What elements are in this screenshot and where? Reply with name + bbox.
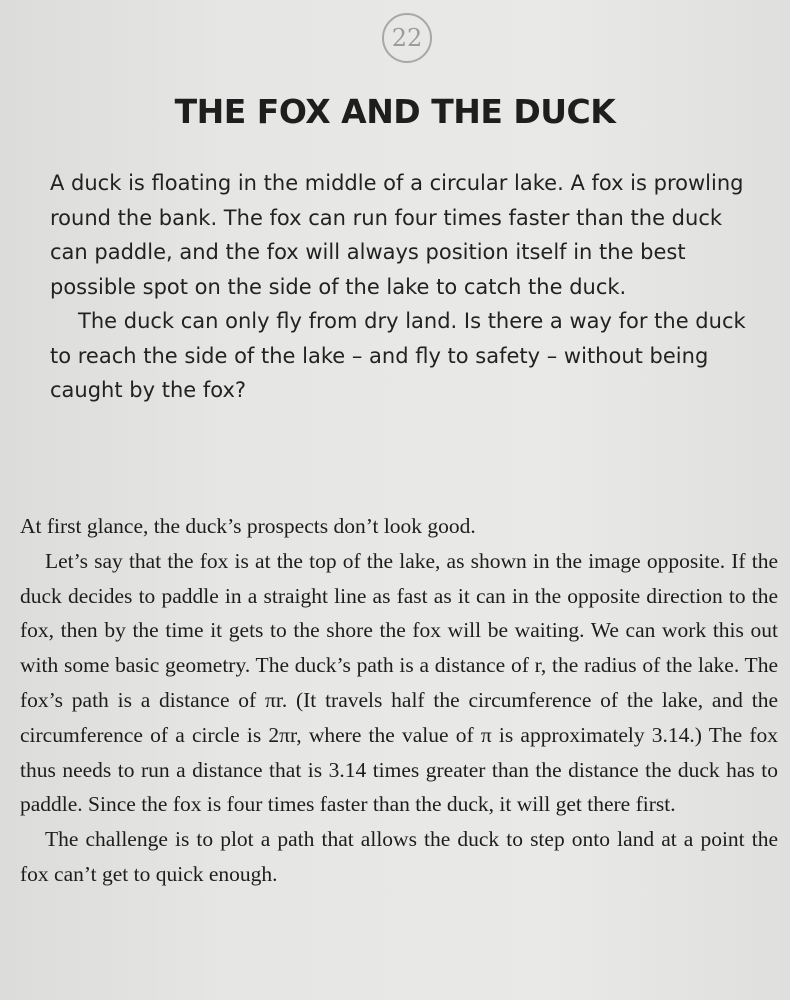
- solution-paragraph: Let’s say that the fox is at the top of the lake, as shown in the image opposite. If the duck decides to paddle in a straight line as fast as it can in the opposite direction to the fox, then by the time it gets to the shore the fox will be waiting. We can work this out with some basic geometry. The duck’s path is a distance of r, the radius of the lake. The fox’s path is a distance of πr. (It travels half the circumference of the lake, and the circumference of a circle is 2πr, where the value of π is approximately 3.14.) The fox thus needs to run a distance that is 3.14 times greater than the distance the duck has to paddle. Since the fox is four times faster than the duck, it will get there first.: [20, 548, 778, 817]
- solution-text: [20, 509, 778, 892]
- puzzle-paragraph: The duck can only fly from dry land. Is there a way for the duck to reach the side of the lake – and fly to safety – without being caught by the fox?: [50, 309, 746, 402]
- solution-paragraph: The challenge is to plot a path that allows the duck to step onto land at a point the fox can’t get to quick enough.: [20, 827, 778, 886]
- page-number-badge: 22: [382, 13, 432, 63]
- puzzle-paragraph: A duck is floating in the middle of a circular lake. A fox is prowling round the bank. The fox can run four times faster than the duck can paddle, and the fox will always position itself in the best possible spot on the side of the lake to catch the duck.: [50, 171, 744, 299]
- puzzle-text: [50, 166, 750, 408]
- solution-paragraph: At first glance, the duck’s prospects don’t look good.: [20, 514, 476, 538]
- page-title: THE FOX AND THE DUCK: [174, 92, 616, 131]
